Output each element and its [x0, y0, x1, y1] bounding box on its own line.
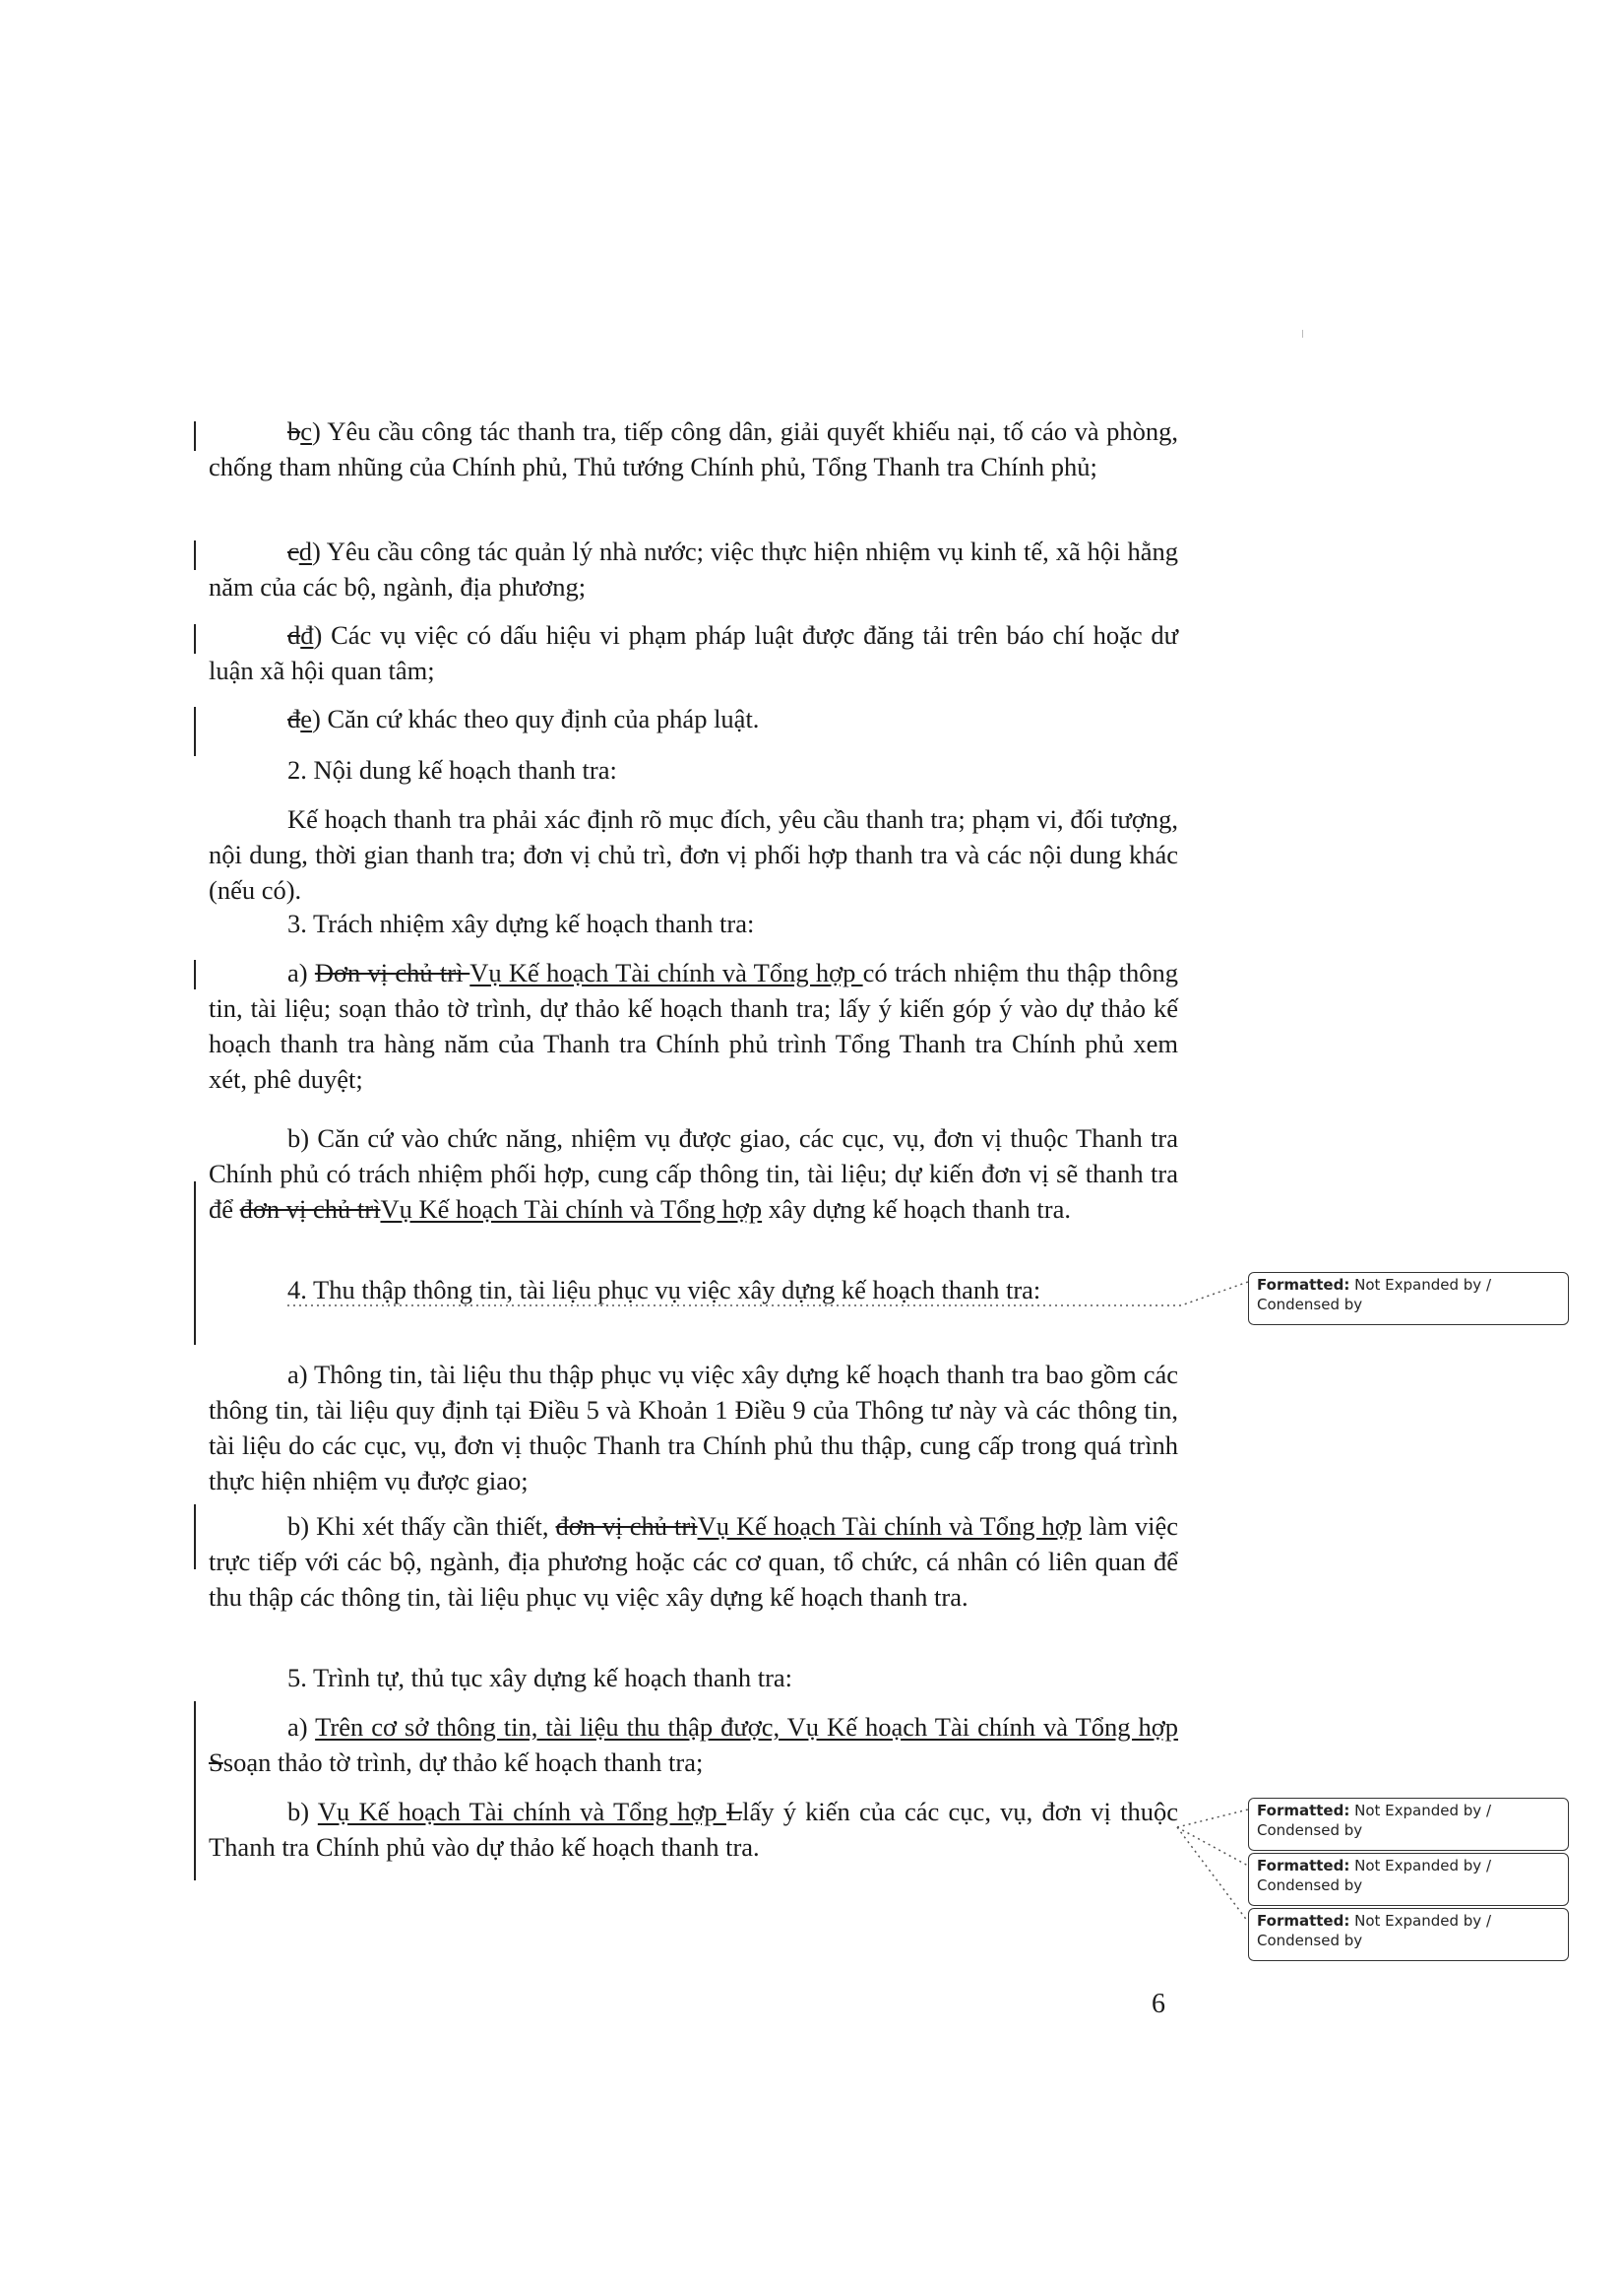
section-heading-3: 3. Trách nhiệm xây dựng kế hoạch thanh tra:	[287, 909, 755, 938]
comment-balloon[interactable]: Formatted: Not Expanded by / Condensed by	[1248, 1908, 1569, 1961]
paragraph-dd: dđ) Các vụ việc có dấu hiệu vi phạm pháp luật được đăng tải trên báo chí hoặc dư luận xã hội quan tâm;	[209, 620, 1178, 685]
change-bar	[194, 540, 196, 570]
comment-balloon[interactable]: Formatted: Not Expanded by / Condensed by	[1248, 1272, 1569, 1325]
change-bar	[194, 1181, 196, 1345]
paragraph-5a: a) Trên cơ sở thông tin, tài liệu thu thập được, Vụ Kế hoạch Tài chính và Tổng hợp Ssoạn thảo tờ trình, dự thảo kế hoạch thanh tra;	[209, 1712, 1179, 1777]
page-number: 6	[1152, 1989, 1165, 2019]
paragraph-d: cd) Yêu cầu công tác quản lý nhà nước; việc thực hiện nhiệm vụ kinh tế, xã hội hằng năm của các bộ, ngành, địa phương;	[209, 537, 1178, 602]
paragraph-e: đe) Căn cứ khác theo quy định của pháp luật.	[287, 704, 760, 733]
comment-balloon[interactable]: Formatted: Not Expanded by / Condensed by	[1248, 1853, 1569, 1906]
change-bar	[194, 421, 196, 451]
paragraph-c: bc) Yêu cầu công tác thanh tra, tiếp công dân, giải quyết khiếu nại, tố cáo và phòng, chống tham nhũng của Chính phủ, Thủ tướng Chính phủ, Tổng Thanh tra Chính phủ;	[209, 416, 1178, 481]
section-heading-5: 5. Trình tự, thủ tục xây dựng kế hoạch thanh tra:	[287, 1663, 793, 1692]
change-bar	[194, 1701, 196, 1880]
paragraph-2: Kế hoạch thanh tra phải xác định rõ mục đích, yêu cầu thanh tra; phạm vi, đối tượng, nội dung, thời gian thanh tra; đơn vị chủ trì, đơn vị phối hợp thanh tra và các nội dung khác (nếu có).	[209, 804, 1178, 905]
section-heading-2: 2. Nội dung kế hoạch thanh tra:	[287, 755, 617, 785]
paragraph-4a: a) Thông tin, tài liệu thu thập phục vụ việc xây dựng kế hoạch thanh tra bao gồm các thông tin, tài liệu quy định tại Điều 5 và Khoản 1 Điều 9 của Thông tư này và các thông tin, tài liệu do các cục, vụ, đơn vị thuộc Thanh tra Chính phủ thu thập, cung cấp trong quá trình thực hiện nhiệm vụ được giao;	[209, 1360, 1178, 1495]
change-bar	[194, 707, 196, 756]
change-bar	[194, 624, 196, 654]
section-heading-4: 4. Thu thập thông tin, tài liệu phục vụ việc xây dựng kế hoạch thanh tra:	[287, 1275, 1041, 1304]
paragraph-4b: b) Khi xét thấy cần thiết, đơn vị chủ trìVụ Kế hoạch Tài chính và Tổng hợp làm việc trực tiếp với các bộ, ngành, địa phương hoặc các cơ quan, tổ chức, cá nhân có liên quan để thu thập các thông tin, tài liệu phục vụ việc xây dựng kế hoạch thanh tra.	[209, 1511, 1178, 1612]
paragraph-3b: b) Căn cứ vào chức năng, nhiệm vụ được giao, các cục, vụ, đơn vị thuộc Thanh tra Chính phủ có trách nhiệm phối hợp, cung cấp thông tin, tài liệu; dự kiến đơn vị sẽ thanh tra để đơn vị chủ trìVụ Kế hoạch Tài chính và Tổng hợp xây dựng kế hoạch thanh tra.	[209, 1123, 1178, 1224]
change-bar	[194, 960, 196, 989]
comment-balloon[interactable]: Formatted: Not Expanded by / Condensed by	[1248, 1798, 1569, 1851]
paragraph-5b: b) Vụ Kế hoạch Tài chính và Tổng hợp Llấy ý kiến của các cục, vụ, đơn vị thuộc Thanh tra Chính phủ vào dự thảo kế hoạch thanh tra.	[209, 1797, 1178, 1862]
change-bar	[194, 1504, 196, 1569]
paragraph-3a: a) Đơn vị chủ trì Vụ Kế hoạch Tài chính và Tổng hợp có trách nhiệm thu thập thông tin, tài liệu; soạn thảo tờ trình, dự thảo kế hoạch thanh tra; lấy ý kiến góp ý vào dự thảo kế hoạch thanh tra hàng năm của Thanh tra Chính phủ trình Tổng Thanh tra Chính phủ xem xét, phê duyệt;	[209, 958, 1178, 1094]
scan-mark	[1302, 330, 1303, 338]
